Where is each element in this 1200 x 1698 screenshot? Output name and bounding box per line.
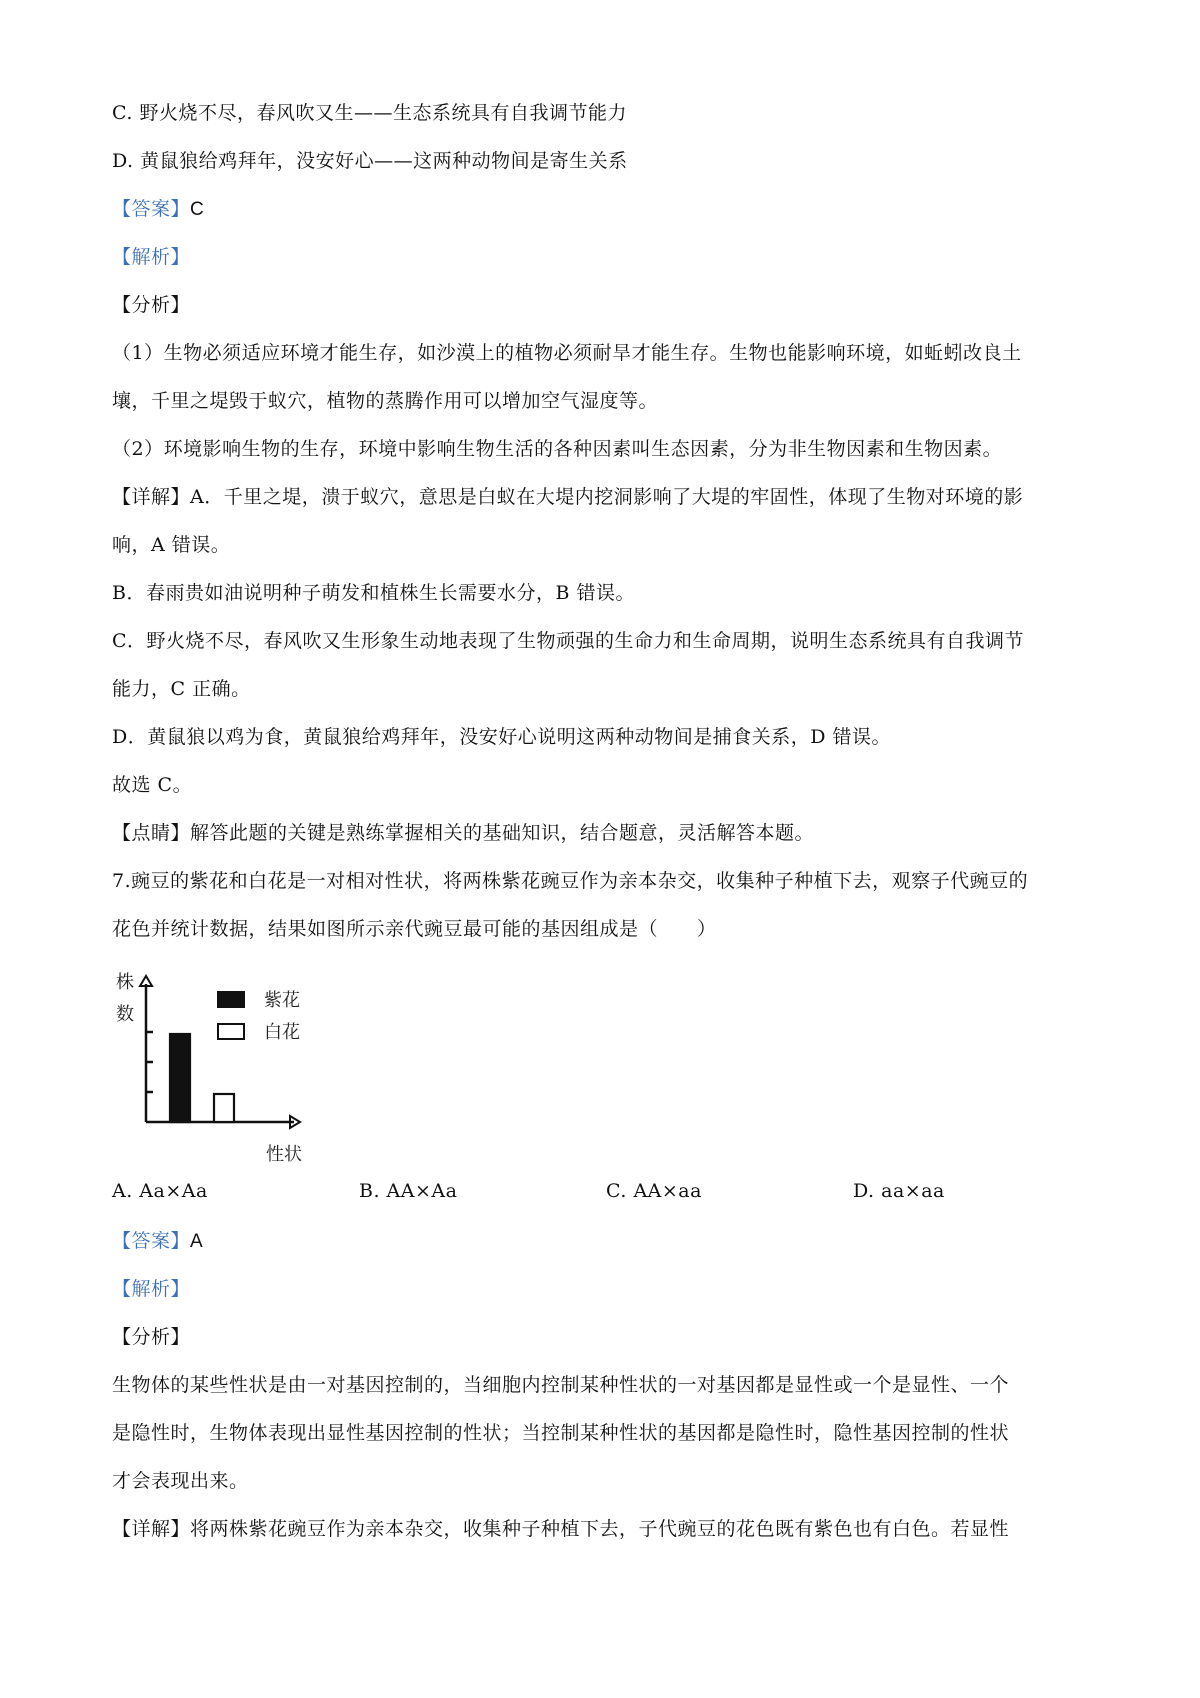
prev-fenxi-2: （2）环境影响生物的生存，环境中影响生物生活的各种因素叫生态因素，分为非生物因素和生物因素。 — [112, 438, 1003, 460]
option-d[interactable]: D. aa×aa — [853, 1180, 945, 1202]
q7-answer-line — [112, 1228, 1102, 1255]
prev-detail-c1: C．野火烧不尽，春风吹又生形象生动地表现了生物顽强的生命力和生命周期，说明生态系统具有自我调节 — [112, 630, 1025, 652]
legend-swatch-purple — [218, 992, 244, 1007]
prev-detail-a1: 【详解】A．千里之堤，溃于蚁穴，意思是白蚁在大堤内挖洞影响了大堤的牢固性，体现了生物对环境的影 — [112, 486, 1024, 508]
q7-fenxi-3: 才会表现出来。 — [112, 1470, 249, 1492]
q7-analysis-tag: 【解析】 — [112, 1278, 191, 1300]
prev-conclusion: 故选 C。 — [112, 774, 193, 796]
q7-stem-2: 花色并统计数据，结果如图所示亲代豌豆最可能的基因组成是（ ） — [112, 918, 717, 940]
option-b[interactable]: B. AA×Aa — [359, 1180, 458, 1202]
legend-label-white: 白花 — [264, 1022, 300, 1043]
q7-detail-1: 【详解】将两株紫花豌豆作为亲本杂交，收集种子种植下去，子代豌豆的花色既有紫色也有白色。若显性 — [112, 1518, 1010, 1540]
prev-option-d: D. 黄鼠狼给鸡拜年，没安好心——这两种动物间是寄生关系 — [112, 150, 628, 172]
prev-detail-a2: 响，A 错误。 — [112, 534, 231, 556]
option-a[interactable]: A. Aa×Aa — [112, 1180, 208, 1202]
prev-option-c: C. 野火烧不尽，春风吹又生——生态系统具有自我调节能力 — [112, 102, 627, 124]
legend-label-purple: 紫花 — [264, 990, 300, 1011]
answer-value: A — [190, 1231, 204, 1252]
prev-detail-d: D．黄鼠狼以鸡为食，黄鼠狼给鸡拜年，没安好心说明这两种动物间是捕食关系，D 错误。 — [112, 726, 892, 748]
prev-fenxi-tag: 【分析】 — [112, 294, 191, 316]
legend-swatch-white — [218, 1024, 244, 1039]
answer-tag: 【答案】 — [112, 198, 191, 220]
prev-answer-line — [112, 196, 1102, 223]
prev-detail-b: B．春雨贵如油说明种子萌发和植株生长需要水分，B 错误。 — [112, 582, 635, 604]
q7-stem-1: 7.豌豆的紫花和白花是一对相对性状，将两株紫花豌豆作为亲本杂交，收集种子种植下去，观察子代豌豆的 — [112, 870, 1029, 892]
answer-value: C — [190, 199, 205, 220]
prev-detail-c2: 能力，C 正确。 — [112, 678, 251, 700]
answer-tag: 【答案】 — [112, 1230, 191, 1252]
q7-fenxi-tag: 【分析】 — [112, 1326, 191, 1348]
prev-fenxi-1b: 壤，千里之堤毁于蚁穴，植物的蒸腾作用可以增加空气湿度等。 — [112, 390, 659, 412]
q7-fenxi-1: 生物体的某些性状是由一对基因控制的，当细胞内控制某种性状的一对基因都是显性或一个是显性、一个 — [112, 1374, 1010, 1396]
prev-dianjing: 【点睛】解答此题的关键是熟练掌握相关的基础知识，结合题意，灵活解答本题。 — [112, 822, 815, 844]
y-axis-label-char: 株 — [116, 972, 134, 993]
y-axis-label-char: 数 — [116, 1004, 134, 1025]
prev-analysis-tag: 【解析】 — [112, 246, 191, 268]
prev-fenxi-1a: （1）生物必须适应环境才能生存，如沙漠上的植物必须耐旱才能生存。生物也能影响环境，如蚯蚓改良土 — [112, 342, 1022, 364]
bar-chart — [108, 960, 358, 1165]
q7-fenxi-2: 是隐性时，生物体表现出显性基因控制的性状；当控制某种性状的基因都是隐性时，隐性基因控制的性状 — [112, 1422, 1010, 1444]
bar-purple — [170, 1034, 190, 1122]
q7-options — [112, 1180, 1102, 1206]
option-c[interactable]: C. AA×aa — [606, 1180, 702, 1202]
x-axis-label: 性状 — [266, 1144, 302, 1165]
bar-white — [214, 1094, 234, 1122]
